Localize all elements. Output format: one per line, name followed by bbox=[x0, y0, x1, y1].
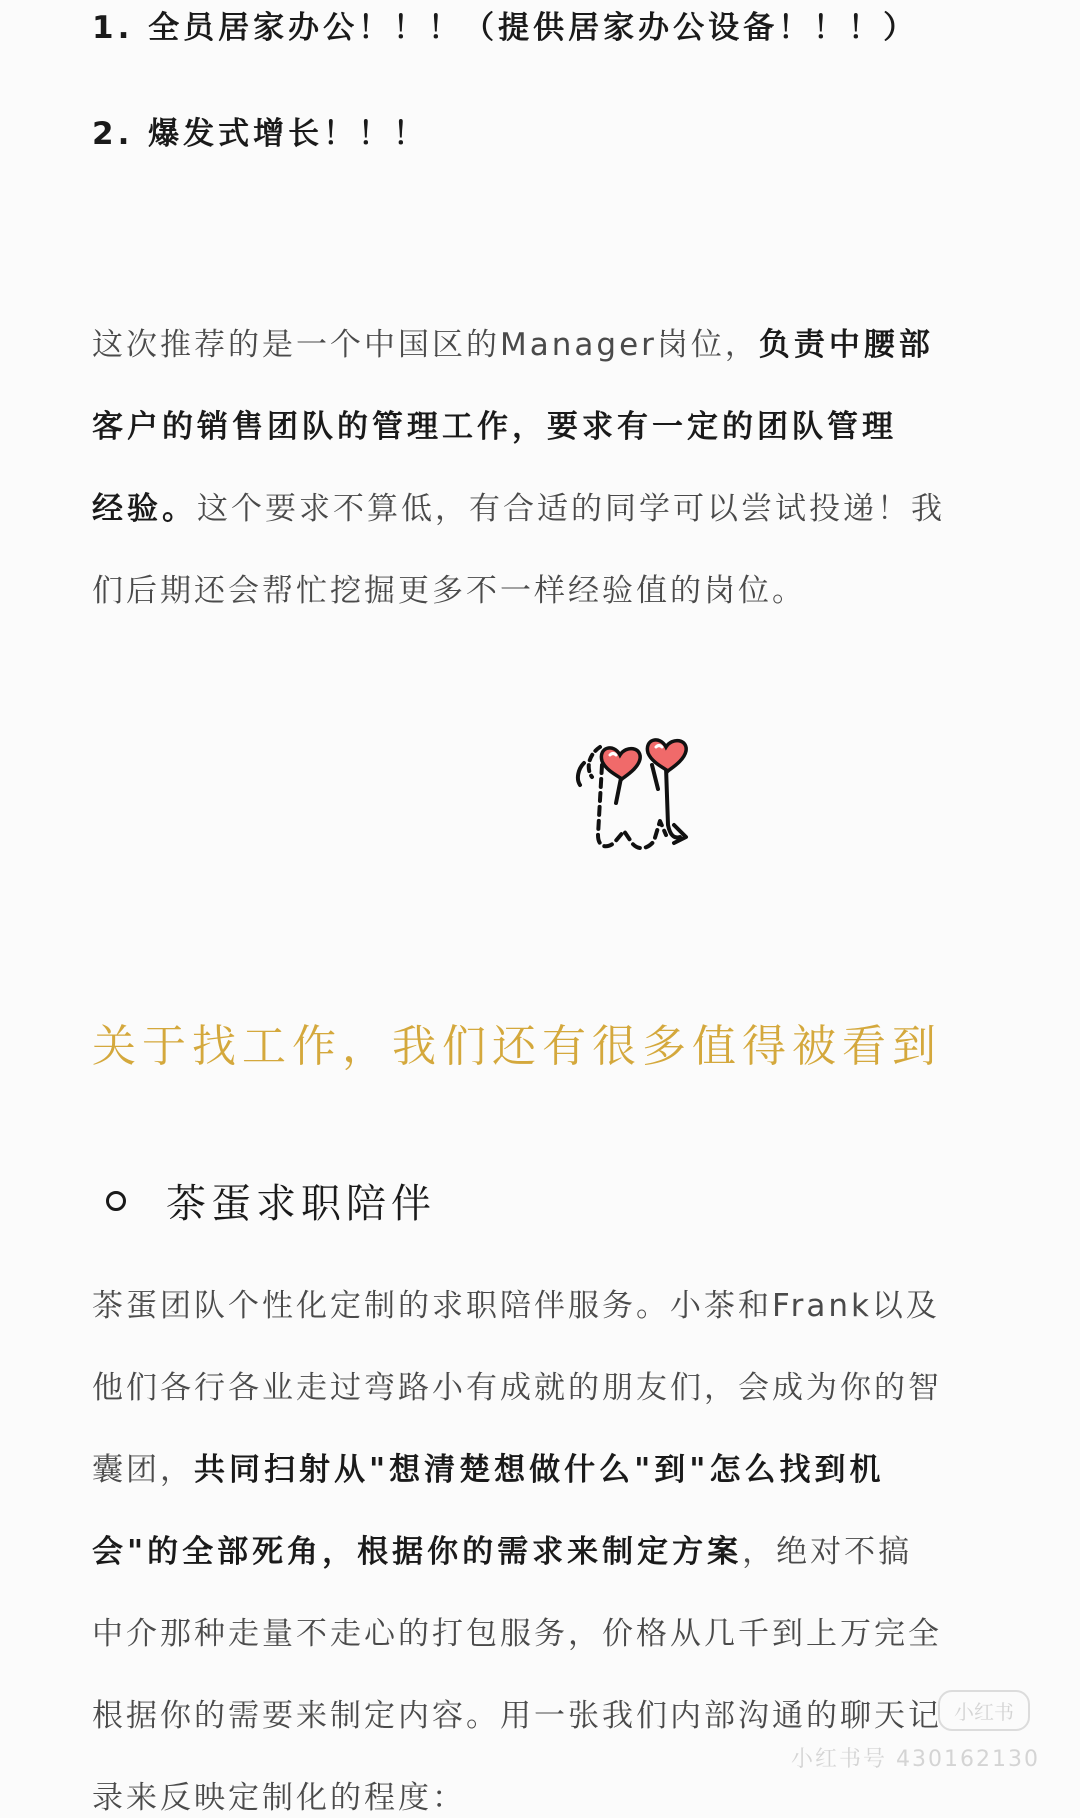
heart-eyes-tooth-sticker-icon bbox=[562, 725, 712, 875]
paragraph-line: 录来反映定制化的程度： bbox=[92, 1780, 466, 1816]
paragraph-line: 们后期还会帮忙挖掘更多不一样经验值的岗位。 bbox=[92, 573, 806, 609]
paragraph-line: 他们各行各业走过弯路小有成就的朋友们，会成为你的智 bbox=[92, 1370, 942, 1406]
section-heading: 关于找工作，我们还有很多值得被看到 bbox=[92, 1021, 942, 1072]
paragraph-line: 经验。这个要求不算低，有合适的同学可以尝试投递！我 bbox=[92, 491, 945, 527]
watermark-badge: 小红书 bbox=[938, 1690, 1030, 1731]
watermark bbox=[790, 1690, 1040, 1780]
watermark-id: 小红书号 430162130 bbox=[791, 1747, 1040, 1772]
paragraph-line: 中介那种走量不走心的打包服务，价格从几千到上万完全 bbox=[92, 1616, 942, 1652]
sub-heading-text: 茶蛋求职陪伴 bbox=[166, 1181, 436, 1227]
bullet-circle-icon bbox=[106, 1191, 126, 1211]
paragraph-line: 茶蛋团队个性化定制的求职陪伴服务。小茶和Frank以及 bbox=[92, 1288, 940, 1324]
list-item-growth: 2. 爆发式增长！！！ bbox=[92, 116, 429, 152]
list-item-remote-work: 1. 全员居家办公！！！（提供居家办公设备！！！） bbox=[92, 10, 919, 46]
paragraph-line: 囊团，共同扫射从"想清楚想做什么"到"怎么找到机 bbox=[92, 1452, 885, 1488]
paragraph-line: 这次推荐的是一个中国区的Manager岗位，负责中腰部 bbox=[92, 327, 934, 363]
paragraph-line: 根据你的需要来制定内容。用一张我们内部沟通的聊天记 bbox=[92, 1698, 942, 1734]
sub-heading bbox=[92, 1172, 436, 1229]
paragraph-line: 客户的销售团队的管理工作，要求有一定的团队管理 bbox=[92, 409, 897, 445]
paragraph-line: 会"的全部死角，根据你的需求来制定方案，绝对不搞 bbox=[92, 1534, 913, 1570]
